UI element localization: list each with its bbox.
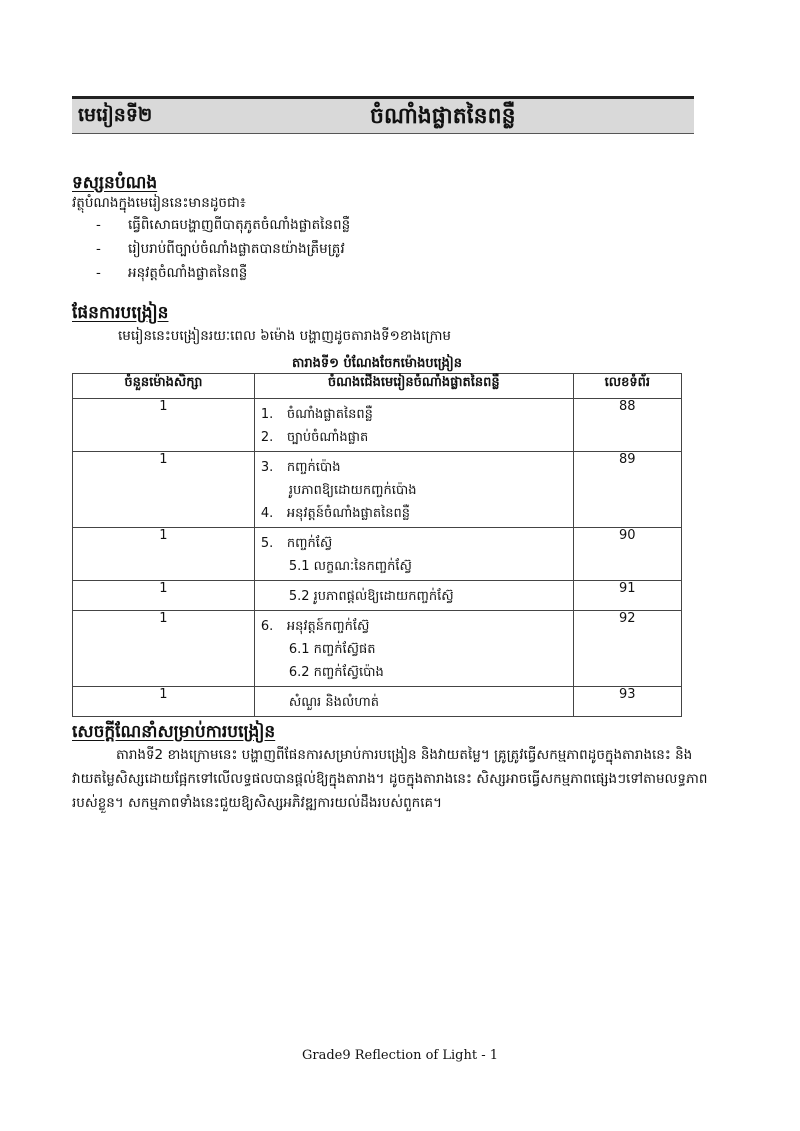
cell-hours: 1 xyxy=(73,452,255,528)
item-number: 1. xyxy=(260,407,274,422)
item-number: 6. xyxy=(260,619,274,634)
table-row xyxy=(73,399,682,452)
cell-page: 92 xyxy=(573,611,681,687)
lesson-header-bar xyxy=(72,96,694,134)
header-content: ចំណងជើងមេរៀនចំណាំងផ្លាតនៃពន្លឺ xyxy=(254,374,573,399)
item-text: កញ្ចក់ប៉ោង xyxy=(286,460,341,475)
cell-content xyxy=(254,687,573,717)
plan-intro: មេរៀននេះបង្រៀនរយៈពេល ៦ម៉ោង បង្ហាញដូចតារាងទី១ខាងក្រោម xyxy=(118,328,451,344)
content-line xyxy=(255,691,573,714)
cell-content xyxy=(254,528,573,581)
lesson-title: ចំណាំងផ្លាតនៃពន្លឺ xyxy=(370,104,516,129)
item-number: 3. xyxy=(260,460,274,475)
cell-hours: 1 xyxy=(73,611,255,687)
item-text: 5.1 លក្ខណៈនៃកញ្ចក់ស្វ៊ែ xyxy=(288,559,412,574)
cell-hours: 1 xyxy=(73,581,255,611)
schedule-body xyxy=(73,399,682,717)
objectives-heading: ទស្សនបំណង xyxy=(72,173,158,193)
cell-hours: 1 xyxy=(73,687,255,717)
item-text: រូបភាពឱ្យដោយកញ្ចក់ប៉ោង xyxy=(288,483,417,498)
table-row xyxy=(73,452,682,528)
lesson-number: មេរៀនទី២ xyxy=(78,104,153,126)
cell-hours: 1 xyxy=(73,528,255,581)
cell-page: 93 xyxy=(573,687,681,717)
table-row xyxy=(73,528,682,581)
objective-item: - ធ្វើពិសោធបង្ហាញពីបាតុភូតចំណាំងផ្លាតនៃពន្លឺ xyxy=(96,215,350,239)
content-line xyxy=(255,426,573,449)
table-caption: តារាងទី១ បំណែងចែកម៉ោងបង្រៀន xyxy=(291,356,462,371)
objective-item: - រៀបរាប់ពីច្បាប់ចំណាំងផ្លាតបានយ៉ាងត្រឹមត្រូវ xyxy=(96,239,350,263)
objectives-list xyxy=(96,215,350,287)
item-text: 5.2 រូបភាពផ្ដល់ឱ្យដោយកញ្ចក់ស្វ៊ែ xyxy=(288,589,454,604)
cell-page: 91 xyxy=(573,581,681,611)
cell-hours: 1 xyxy=(73,399,255,452)
item-number: 5. xyxy=(260,536,274,551)
content-line xyxy=(255,638,573,661)
objectives-intro: វត្ថុបំណងក្នុងមេរៀននេះមានដូចជា៖ xyxy=(72,195,246,211)
content-line xyxy=(255,502,573,525)
item-text: 6.2 កញ្ចក់ស្វ៊ែប៉ោង xyxy=(288,665,384,680)
item-text: 6.1 កញ្ចក់ស្វ៊ែផត xyxy=(288,642,376,657)
cell-content xyxy=(254,452,573,528)
item-text: ច្បាប់ចំណាំងផ្លាត xyxy=(286,430,369,445)
item-text: ចំណាំងផ្លាតនៃពន្លឺ xyxy=(286,407,373,422)
cell-page: 88 xyxy=(573,399,681,452)
cell-page: 90 xyxy=(573,528,681,581)
cell-content xyxy=(254,581,573,611)
guidance-heading: សេចក្ដីណែនាំសម្រាប់ការបង្រៀន xyxy=(72,722,276,742)
item-number: 4. xyxy=(260,506,274,521)
item-text: អនុវត្តន៍ចំណាំងផ្លាតនៃពន្លឺ xyxy=(286,506,410,521)
content-line xyxy=(255,532,573,555)
content-line xyxy=(255,479,573,502)
cell-page: 89 xyxy=(573,452,681,528)
schedule-table xyxy=(72,373,682,717)
page-footer: Grade9 Reflection of Light - 1 xyxy=(301,1048,498,1063)
guidance-paragraph: តារាងទី2 ខាងក្រោមនេះ បង្ហាញពីផែនការសម្រាប់ការបង្រៀន និងវាយតម្លៃ។ គ្រូត្រូវធ្វើសកម្មភាពដូចក្នុងតារាងនេះ និងវាយតម្លៃសិស្សដោយផ្អែកទៅលើលទ្ធផលបានផ្ដល់ឱ្យក្នុងតារាង។ ដូចក្នុងតារាងនេះ សិស្សអាចធ្វើសកម្មភាពផ្សេងៗទៅតាមលទ្ធភាពរបស់ខ្លួន។ សកម្មភាពទាំងនេះជួយឱ្យសិស្សអភិវឌ្ឍការយល់ដឹងរបស់ពួកគេ។ xyxy=(72,747,708,811)
item-text: សំណួរ និងលំហាត់ xyxy=(288,695,379,710)
item-text: កញ្ចក់ស្វ៊ែ xyxy=(286,536,333,551)
content-line xyxy=(255,615,573,638)
plan-heading: ផែនការបង្រៀន xyxy=(72,303,169,323)
content-line xyxy=(255,456,573,479)
table-row xyxy=(73,611,682,687)
objective-item: - អនុវត្តចំណាំងផ្លាតនៃពន្លឺ xyxy=(96,263,350,287)
content-line xyxy=(255,403,573,426)
content-line xyxy=(255,661,573,684)
table-header-row xyxy=(73,374,682,399)
cell-content xyxy=(254,399,573,452)
table-row xyxy=(73,581,682,611)
item-number: 2. xyxy=(260,430,274,445)
header-hours: ចំនួនម៉ោងសិក្សា xyxy=(73,374,255,399)
table-row xyxy=(73,687,682,717)
item-text: អនុវត្តន៍កញ្ចក់ស្វ៊ែ xyxy=(286,619,370,634)
header-page: លេខទំព័រ xyxy=(573,374,681,399)
cell-content xyxy=(254,611,573,687)
content-line xyxy=(255,555,573,578)
content-line xyxy=(255,585,573,608)
